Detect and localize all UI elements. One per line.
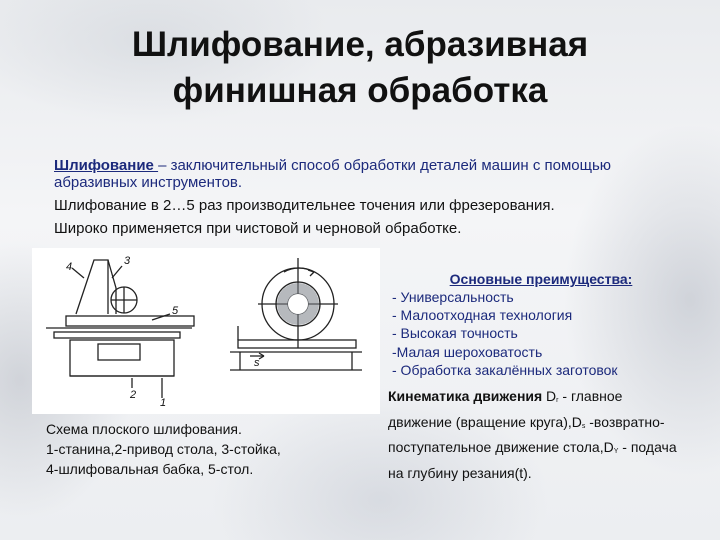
caption-line-2: 1-станина,2-привод стола, 3-стойка,	[46, 441, 281, 457]
kinematics-ds-sub: s	[581, 422, 586, 430]
figure-caption	[46, 419, 366, 479]
advantage-item: - Высокая точность	[392, 325, 518, 342]
label-ds: s	[254, 357, 260, 369]
intro-text	[54, 157, 674, 237]
advantages-block	[392, 270, 692, 379]
grinding-scheme-drawing	[32, 248, 380, 414]
label-2: 2	[130, 389, 137, 401]
label-4: 4	[66, 261, 73, 273]
kinematics-text-3: - подача на глубину резания(t).	[388, 439, 677, 481]
kinematics-dr-sub: r	[556, 397, 559, 404]
kinematics-dy-sub: Y	[613, 448, 619, 455]
label-1: 1	[160, 397, 167, 409]
term-definition: – заключительный способ обработки деталей машин с помощью абразивных инструментов.	[54, 157, 612, 191]
advantage-item: - Малоотходная технология	[392, 307, 573, 324]
advantage-item: -Малая шероховатость	[392, 343, 543, 360]
intro-definition	[54, 157, 674, 191]
kinematics-dr: D	[542, 388, 557, 404]
advantages-title: Основные преимущества:	[449, 271, 633, 287]
kinematics-text-2: -возвратно-поступательное движение стола,D	[388, 413, 665, 455]
label-5: 5	[172, 305, 179, 317]
intro-usage: Широко применяется при чистовой и черновой обработке.	[54, 220, 462, 237]
title-line-1: Шлифование, абразивная	[131, 25, 589, 64]
grinding-scheme-figure	[32, 248, 380, 414]
title-line-2: финишная обработка	[172, 71, 548, 110]
slide-title	[0, 22, 720, 114]
advantage-item: - Обработка закалённых заготовок	[392, 361, 618, 378]
kinematics-block	[388, 386, 688, 483]
term-grinding: Шлифование	[54, 157, 159, 174]
label-3: 3	[124, 255, 131, 267]
advantage-item: - Универсальность	[392, 289, 514, 305]
intro-productivity: Шлифование в 2…5 раз производительнее точения или фрезерования.	[54, 197, 555, 214]
caption-line-3: 4-шлифовальная бабка, 5-стол.	[46, 461, 254, 477]
caption-line-1: Схема плоского шлифования.	[46, 421, 242, 437]
kinematics-text-1: - главное движение (вращение круга),D	[388, 388, 623, 430]
kinematics-heading: Кинематика движения	[388, 388, 543, 404]
